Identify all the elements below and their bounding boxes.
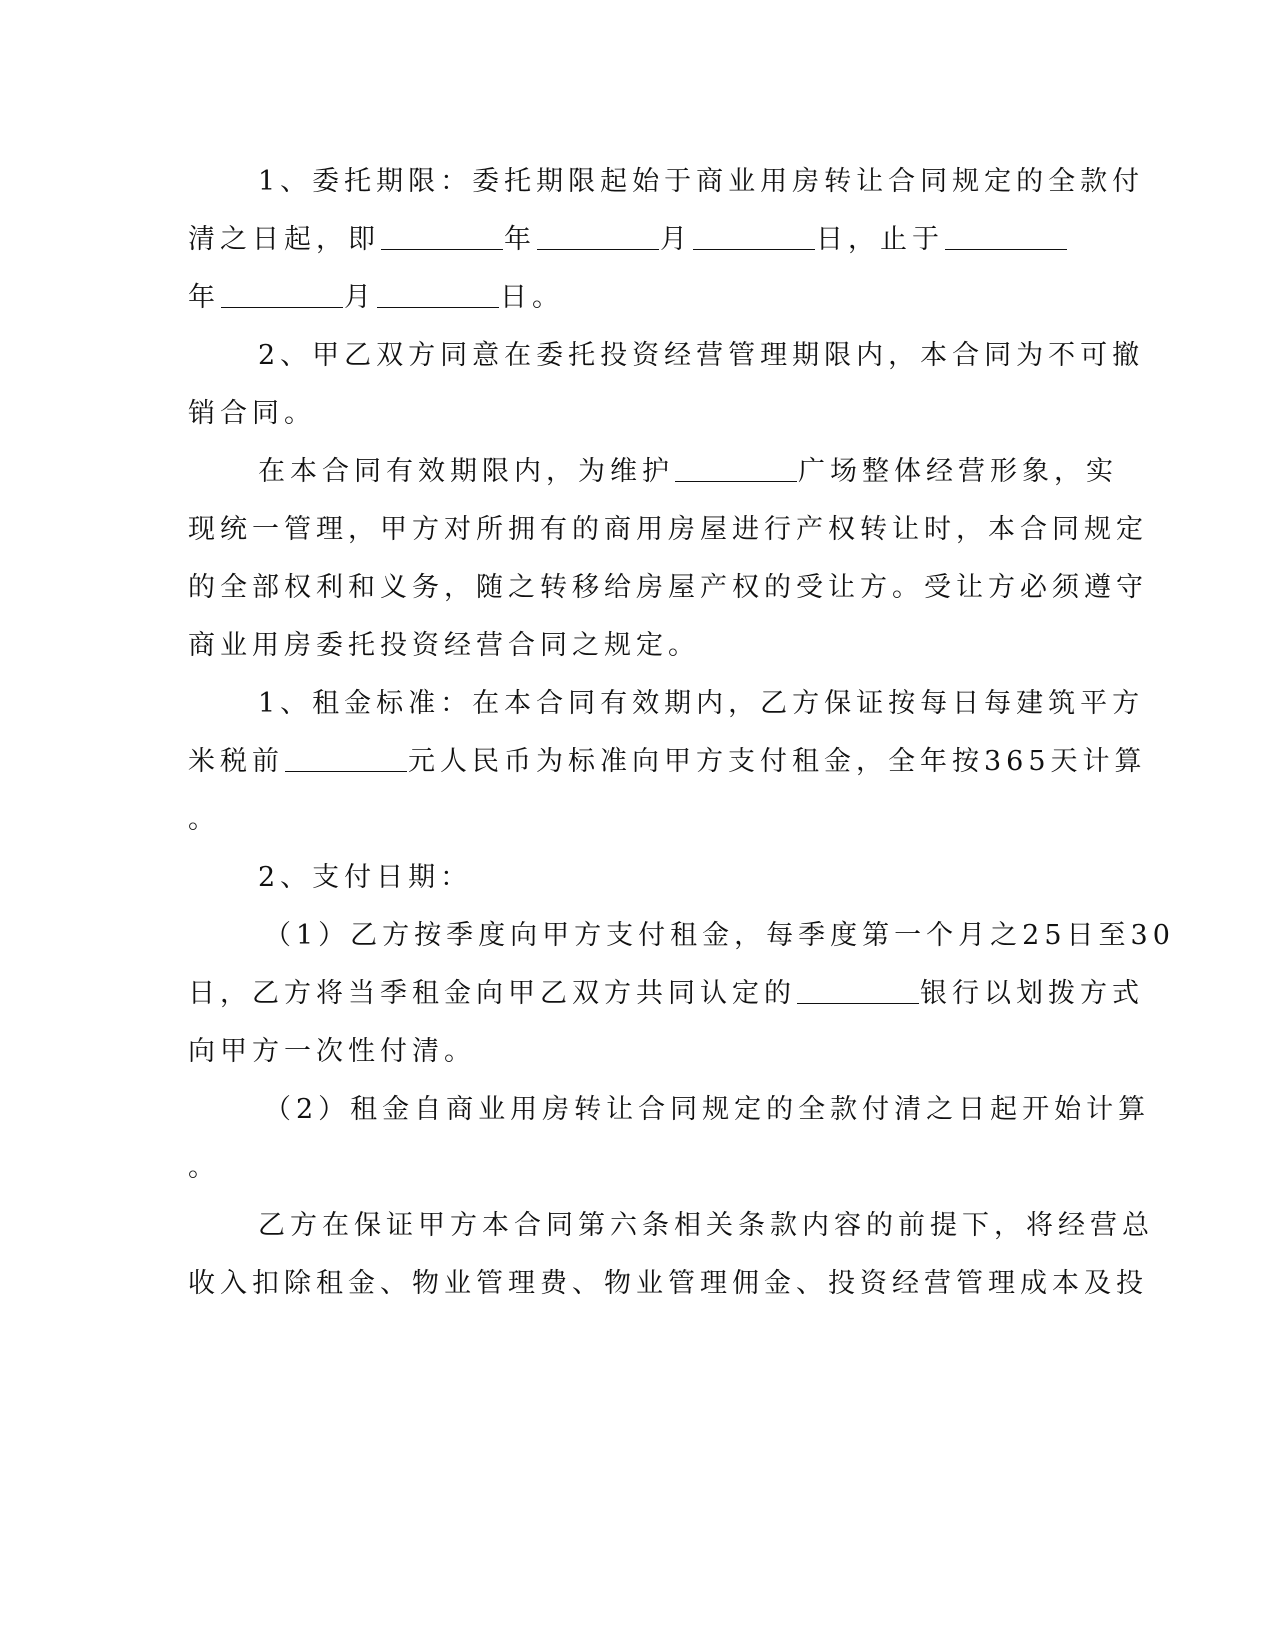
fill-blank[interactable] [693, 223, 815, 250]
fill-blank[interactable] [675, 455, 797, 482]
text-segment: 收入扣除租金、物业管理费、物业管理佣金、投资经营管理成本及投 [188, 1268, 1148, 1299]
paragraph-line [258, 861, 472, 895]
text-segment: 米税前 [188, 746, 284, 777]
fill-blank[interactable] [221, 281, 343, 308]
paragraph-line [188, 1151, 220, 1185]
text-segment: 月 [344, 282, 376, 313]
text-segment: 的全部权利和义务，随之转移给房屋产权的受让方。受让方必须遵守 [188, 572, 1148, 603]
text-segment: 年 [188, 282, 220, 313]
text-segment: 现统一管理，甲方对所拥有的商用房屋进行产权转让时，本合同规定 [188, 514, 1148, 545]
fill-blank[interactable] [945, 223, 1067, 250]
paragraph-line [264, 919, 1175, 953]
paragraph-line [188, 629, 700, 663]
text-segment: 销合同。 [188, 398, 316, 429]
text-segment: （1）乙方按季度向甲方支付租金，每季度第一个月之25日至30 [264, 920, 1175, 951]
paragraph-line [188, 513, 1148, 547]
text-segment: 。 [188, 1152, 220, 1183]
text-segment: 日，止于 [816, 224, 944, 255]
paragraph-line [264, 1093, 1150, 1127]
fill-blank[interactable] [797, 977, 919, 1004]
paragraph-line [188, 223, 1068, 257]
paragraph-line [188, 977, 1144, 1011]
text-segment: 元人民币为标准向甲方支付租金，全年按365天计算 [408, 746, 1147, 777]
paragraph-line [188, 571, 1148, 605]
text-segment: 日。 [500, 282, 564, 313]
text-segment: 2、甲乙双方同意在委托投资经营管理期限内，本合同为不可撤 [258, 340, 1145, 371]
text-segment: 银行以划拨方式 [920, 978, 1144, 1009]
text-segment: 。 [188, 804, 220, 835]
paragraph-line [258, 455, 1118, 489]
text-segment: 广场整体经营形象，实 [798, 456, 1118, 487]
fill-blank[interactable] [537, 223, 659, 250]
paragraph-line [188, 803, 220, 837]
paragraph-line [258, 1209, 1154, 1243]
fill-blank[interactable] [285, 745, 407, 772]
paragraph-line [188, 745, 1147, 779]
text-segment: 1、租金标准：在本合同有效期内，乙方保证按每日每建筑平方 [258, 688, 1145, 719]
text-segment: 日，乙方将当季租金向甲乙双方共同认定的 [188, 978, 796, 1009]
paragraph-line [258, 687, 1144, 721]
fill-blank[interactable] [381, 223, 503, 250]
text-segment: 2、支付日期： [258, 862, 473, 893]
text-segment: 清之日起，即 [188, 224, 380, 255]
text-segment: 年 [504, 224, 536, 255]
text-segment: 商业用房委托投资经营合同之规定。 [188, 630, 700, 661]
text-segment: 乙方在保证甲方本合同第六条相关条款内容的前提下，将经营总 [258, 1210, 1154, 1241]
text-segment: 1、委托期限：委托期限起始于商业用房转让合同规定的全款付 [258, 166, 1145, 197]
paragraph-line [188, 397, 316, 431]
paragraph-line [188, 1035, 476, 1069]
text-segment: （2）租金自商业用房转让合同规定的全款付清之日起开始计算 [264, 1094, 1151, 1125]
paragraph-line [188, 1267, 1148, 1301]
paragraph-line [258, 165, 1144, 199]
paragraph-line [188, 281, 564, 315]
paragraph-line [258, 339, 1144, 373]
text-segment: 在本合同有效期限内，为维护 [258, 456, 674, 487]
text-segment: 向甲方一次性付清。 [188, 1036, 476, 1067]
text-segment: 月 [660, 224, 692, 255]
fill-blank[interactable] [377, 281, 499, 308]
